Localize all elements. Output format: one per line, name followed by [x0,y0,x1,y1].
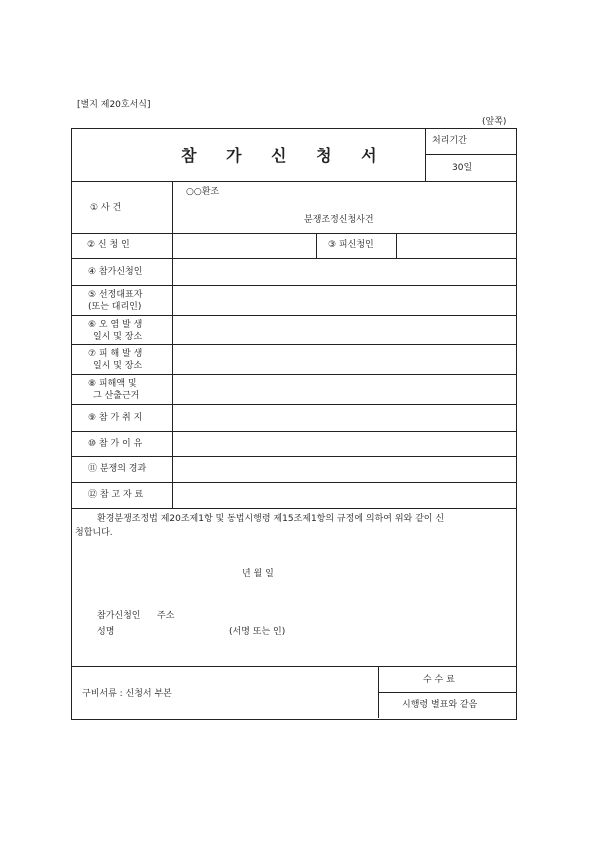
divider-title-col [425,128,426,181]
page-side-label: (앞쪽) [482,117,507,127]
statement-line1: 환경분쟁조정법 제20조제1항 및 동법시행령 제15조제1항의 규정에 의하여 위와 같이 신 [97,514,445,524]
signature-hint: (서명 또는 인) [229,627,286,637]
address-label: 주소 [157,611,175,621]
signer-label: 참가신청인 [97,611,141,621]
case-label: ① 사 건 [90,203,122,213]
divider-case [71,233,516,234]
pollution-label-line1: ⑥ 오 염 발 생 [88,320,143,330]
name-field[interactable] [120,624,225,640]
fee-label: 수 수 료 [423,675,455,685]
divider-evidence [71,508,516,509]
divider-applicant-mid [316,233,317,258]
divider-progress [71,482,516,483]
damage-label-line1: ⑦ 피 해 발 생 [88,349,143,359]
rep-label-line1: ⑤ 선정대표자 [88,290,143,300]
divider-fee [378,692,516,693]
processing-period-value: 30일 [452,163,473,173]
respondent-label: ③ 피신청인 [328,240,374,250]
reason-field[interactable] [174,433,515,455]
case-value-line1: ○○환조 [186,187,220,197]
participant-label: ④ 참가신청인 [88,267,143,277]
address-field[interactable] [180,608,480,624]
divider-processing [425,154,516,155]
divider-label-col [172,181,173,508]
applicant-field[interactable] [174,235,315,257]
pollution-label-line2: 일시 및 장소 [93,332,143,342]
evidence-label: ⑫ 참 고 자 료 [88,490,144,500]
case-value-line2: 분쟁조정신청사건 [304,215,374,225]
amount-label-line1: ⑧ 피해액 및 [88,379,137,389]
divider-damage [71,374,516,375]
purpose-label: ⑨ 참 가 취 지 [88,413,143,423]
progress-label: ⑪ 분쟁의 경과 [88,464,147,474]
divider-statement [71,666,516,667]
respondent-field[interactable] [398,235,515,257]
fee-value: 시행령 별표와 같음 [402,700,478,710]
purpose-field[interactable] [174,406,515,430]
evidence-field[interactable] [174,484,515,507]
damage-field[interactable] [174,346,515,373]
statement-line2: 청합니다. [75,528,113,538]
divider-amount [71,404,516,405]
name-label: 성명 [97,627,115,637]
divider-fee-col [378,666,379,718]
divider-rep [71,315,516,316]
divider-pollution [71,344,516,345]
divider-applicant [71,258,516,259]
divider-participant [71,285,516,286]
amount-field[interactable] [174,376,515,403]
form-number: [별지 제20호서식] [77,100,151,110]
reason-label: ⑩ 참 가 이 유 [88,439,143,449]
attachments-note: 구비서류 : 신청서 부본 [82,689,172,699]
divider-respondent-mid [396,233,397,258]
rep-label-line2: (또는 대리인) [88,302,142,312]
applicant-label: ② 신 청 인 [87,240,130,250]
form-title: 참 가 신 청 서 [181,146,389,165]
participant-field[interactable] [174,260,515,284]
progress-field[interactable] [174,458,515,481]
divider-purpose [71,431,516,432]
pollution-field[interactable] [174,317,515,343]
damage-label-line2: 일시 및 장소 [93,361,143,371]
representative-field[interactable] [174,287,515,314]
amount-label-line2: 그 산출근거 [93,391,140,401]
date-line: 년 월 일 [242,569,274,579]
divider-title [71,181,516,182]
divider-reason [71,456,516,457]
processing-period-label: 처리기간 [432,136,467,146]
